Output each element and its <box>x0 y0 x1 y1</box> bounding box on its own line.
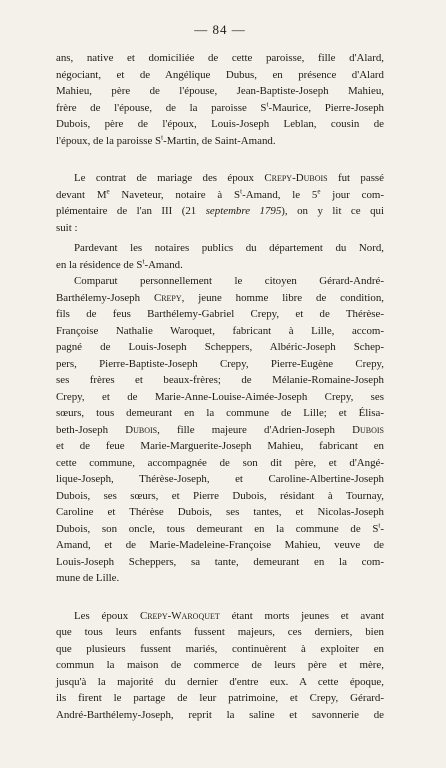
text-line: sœurs, tous demeurant en la commune de Lille; et Élisa- <box>56 407 384 419</box>
text-line: mune de Lille. <box>56 572 120 584</box>
paragraph <box>56 170 384 236</box>
text-line: Caroline et Thérèse Dubois, ses tantes, et Nicolas-Joseph <box>56 506 384 518</box>
text-line: pers, Pierre-Baptiste-Joseph Crepy, Pierre-Eugène Crepy, <box>56 357 384 370</box>
text-line: ans, native et domiciliée de cette paroisse, fille d'Alard, <box>56 52 384 64</box>
small-caps-name: Crepy <box>153 291 182 304</box>
text-line: Les époux Crepy-Waroquet étant morts jeunes et avant <box>74 609 384 622</box>
paragraph-gap <box>56 587 384 608</box>
text-line: négociant, et de Angélique Dubus, en présence d'Alard <box>56 68 384 81</box>
text-line: Dubois, son oncle, tous demeurant en la commune de $S^t-$ <box>56 520 384 535</box>
paragraph-gap <box>56 149 384 170</box>
text-line: Dubois, père de l'époux, Louis-Joseph Leblan, cousin de <box>56 118 384 130</box>
text-line: Comparut personnellement le citoyen Gérard-André- <box>74 275 384 287</box>
text-line: Crepy, et de Marie-Anne-Louise-Aimée-Joseph Crepy, ses <box>56 390 384 403</box>
text-line: ils firent le partage de leur patrimoine, et Crepy, Gérard- <box>56 692 384 704</box>
text-line: Louis-Joseph Scheppers, sa tante, demeurant en la com- <box>56 555 384 568</box>
paragraph <box>56 608 384 724</box>
text-line: que tous leurs enfants fussent majeurs, ces derniers, bien <box>56 626 384 638</box>
text-line: Barthélemy-Joseph Crepy, jeune homme libre de condition, <box>56 291 384 304</box>
text-line: Françoise Nathalie Waroquet, fabricant à Lille, accom- <box>56 324 384 337</box>
text-line: plémentaire de l'an III (21 septembre 1795), on y lit ce qui <box>56 205 384 217</box>
text-line: lique-Joseph, Thérèse-Joseph, et Caroline-Albertine-Joseph <box>56 473 384 485</box>
text-line: pagné de Louis-Joseph Scheppers, Albéric-Joseph Schep- <box>56 341 384 353</box>
document-page <box>56 22 384 723</box>
paragraph <box>56 50 384 149</box>
body-text <box>56 50 384 723</box>
text-line: fils de feus Barthélemy-Gabriel Crepy, et de Thérèse- <box>56 308 384 320</box>
text-line: frère de l'épouse, de la paroisse $S^t$-Maurice, Pierre-Joseph <box>56 99 384 114</box>
text-line: cette commune, accompagnée de son dit père, et d'Angé- <box>56 456 384 469</box>
small-caps-name: Crepy-Waroquet <box>139 609 220 622</box>
text-line: devant Me Naveteur, notaire à $S^t$-Amand, le 5e jour com- <box>56 186 385 201</box>
text-line: Amand, et de Marie-Madeleine-Françoise Mahieu, veuve de <box>56 539 384 551</box>
text-line: commun la maison de commerce de leurs père et mère, <box>56 659 384 671</box>
text-line: ses frères et beaux-frères; de Mélanie-Romaine-Joseph <box>56 374 384 386</box>
paragraph <box>56 273 384 587</box>
text-line: Le contrat de mariage des époux Crepy-Dubois fut passé <box>74 172 384 184</box>
text-line: l'époux, de la paroisse $S^t$-Martin, de Saint-Amand. <box>56 132 276 147</box>
text-line: en la résidence de $S^t$-Amand. <box>56 256 183 271</box>
small-caps-name: Dubois <box>125 423 158 436</box>
italic-text: septembre 1795 <box>205 205 282 217</box>
text-line: Pardevant les notaires publics du département du Nord, <box>74 242 384 254</box>
text-line: et de feue Marie-Marguerite-Joseph Mahieu, fabricant en <box>56 440 384 452</box>
text-line: Mahieu, père de l'épouse, Jean-Baptiste-Joseph Mahieu, <box>56 85 384 97</box>
small-caps-name: Dubois <box>352 423 384 436</box>
page-number: — 84 — <box>194 22 246 37</box>
text-line: André-Barthélemy-Joseph, reprit la saline et savonnerie de <box>56 708 384 721</box>
text-line: jusqu'à la majorité du dernier d'entre eux. A cette époque, <box>56 675 384 688</box>
text-line: Dubois, ses sœurs, et Pierre Dubois, résidant à Tournay, <box>56 489 384 502</box>
text-line: beth-Joseph Dubois, fille majeure d'Adrien-Joseph Dubois <box>56 423 384 436</box>
text-line: suit : <box>56 221 78 234</box>
text-line: que plusieurs fussent mariés, continuèrent à exploiter en <box>56 642 384 655</box>
paragraph <box>56 240 384 273</box>
small-caps-name: Crepy-Dubois <box>264 172 328 184</box>
